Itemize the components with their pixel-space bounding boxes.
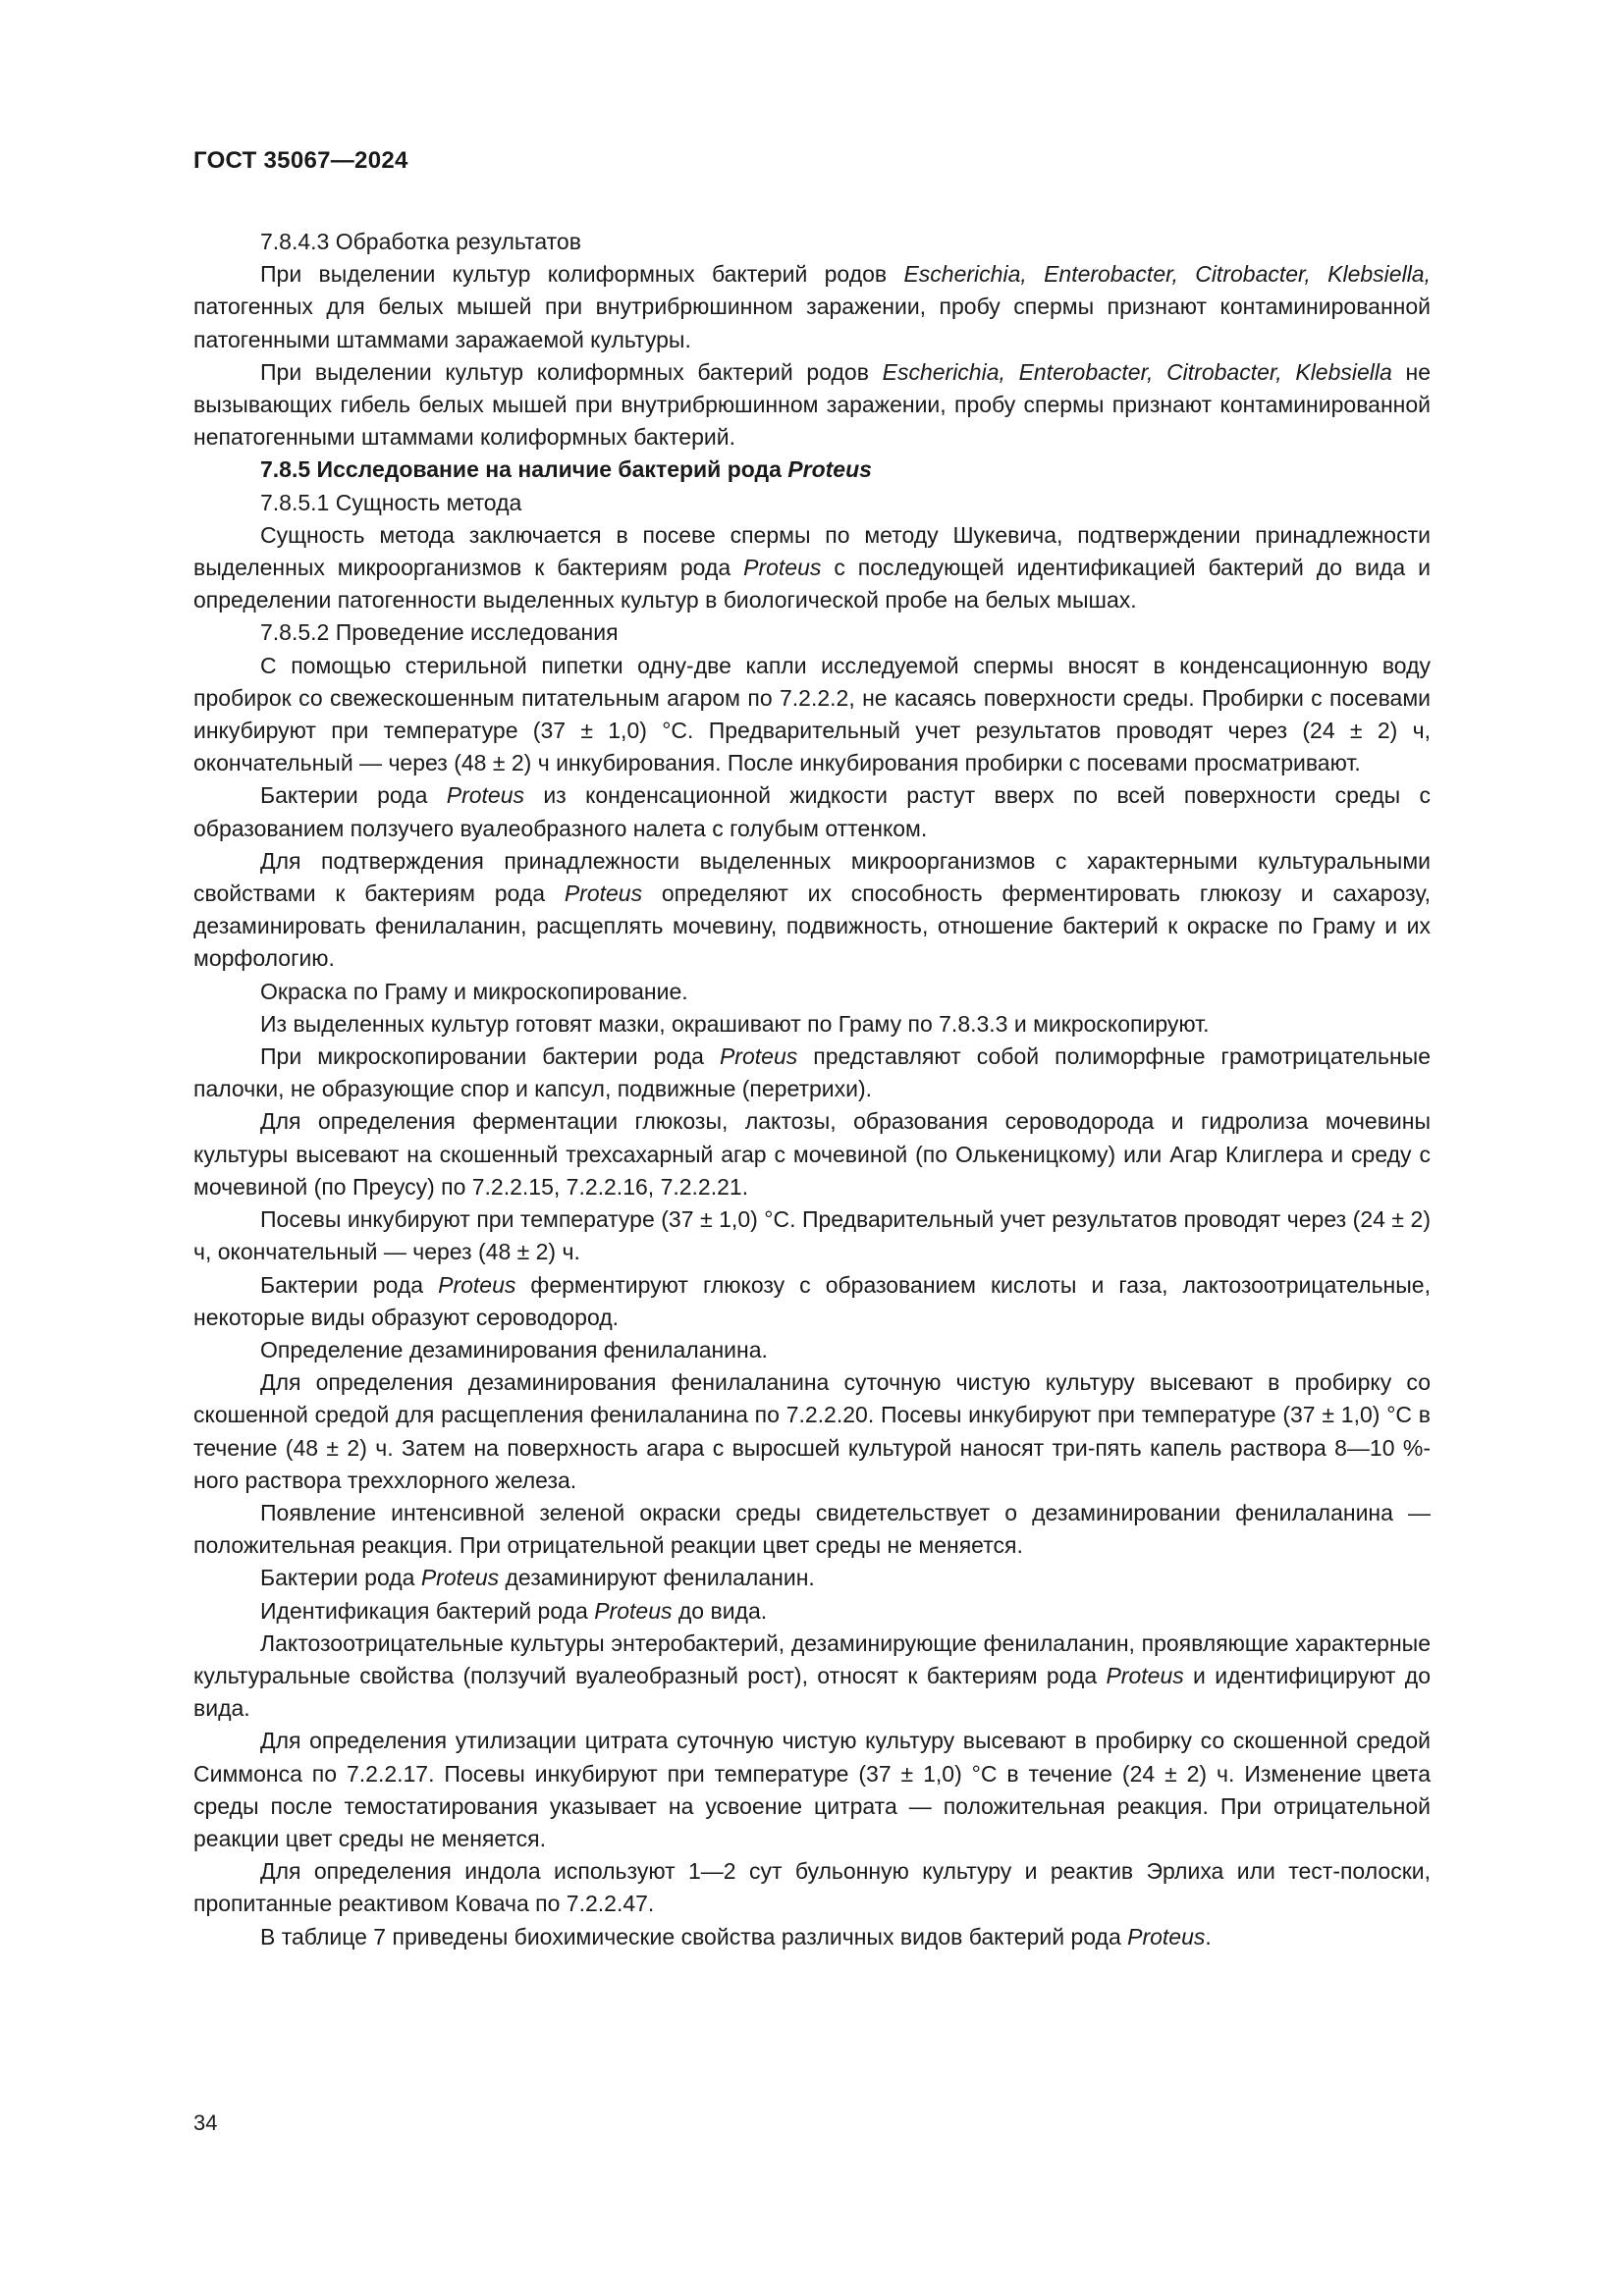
text-run: из конденсационной жидкости растут вверх по всей поверхности среды с образованием ползучего вуалеобразного налета с голубым оттенком. xyxy=(193,782,1431,841)
text-run: Идентификация бактерий рода xyxy=(260,1597,595,1624)
text-run: дезаминируют фенилаланин. xyxy=(499,1565,815,1591)
italic-term: Proteus xyxy=(438,1271,516,1298)
text-run: 7.8.5.2 Проведение исследования xyxy=(260,619,619,646)
text-run: патогенных для белых мышей при внутрибрюшинном заражении, пробу спермы признают контаминированной патогенными штаммами заражаемой культуры. xyxy=(193,294,1431,352)
italic-term: Proteus xyxy=(787,456,872,483)
text-run: 7.8.5.1 Сущность метода xyxy=(260,489,522,515)
text-run: Для определения индола используют 1—2 сут бульонную культуру и реактив Эрлиха или тест-полоски, пропитанные реактивом Ковача по 7.2.2.47. xyxy=(193,1858,1431,1917)
text-run: Для определения ферментации глюкозы, лактозы, образования сероводорода и гидролиза мочевины культуры высевают на скошенный трехсахарный агар с мочевиной (по Олькеницкому) или Агар Клиглера и среду с мочевиной (по Преусу) по 7.2.2.15, 7.2.2.16, 7.2.2.21. xyxy=(193,1108,1431,1200)
text-run: Сущность метода заключается в посеве спермы по методу Шукевича, подтверждении принадлежности выделенных микроорганизмов к бактериям рода xyxy=(193,521,1431,581)
text-run: Для определения дезаминирования фенилаланина суточную чистую культуру высевают в пробирку со скошенной средой для расщепления фенилаланина по 7.2.2.20. Посевы инкубируют при температуре (37 ± 1,0) °С в течение (48 ± 2) ч. Затем на поверхность агара с выросшей культурой наносят три-пять капель раствора 8—10 %-ного раствора треххлорного железа. xyxy=(193,1369,1431,1493)
text-run: Появление интенсивной зеленой окраски среды свидетельствует о дезаминировании фенилаланина — положительная реакция. При отрицательной реакции цвет среды не меняется. xyxy=(193,1499,1431,1559)
italic-term: Proteus xyxy=(1106,1662,1184,1688)
paragraph xyxy=(193,616,1431,649)
paragraph xyxy=(193,1105,1431,1203)
paragraph xyxy=(193,1203,1431,1268)
italic-term: Escherichia, Enterobacter, Citrobacter, Klebsiella, xyxy=(903,261,1431,288)
italic-term: Proteus xyxy=(743,555,822,581)
italic-term: Proteus xyxy=(1127,1923,1206,1949)
text-run: Окраска по Граму и микроскопирование. xyxy=(260,978,688,1004)
paragraph xyxy=(193,1855,1431,1920)
text-run: Бактерии рода xyxy=(260,1271,439,1298)
text-run: При микроскопировании бактерии рода xyxy=(260,1043,720,1070)
text-run: . xyxy=(1205,1923,1212,1949)
italic-term: Proteus xyxy=(719,1043,798,1070)
text-run: Для подтверждения принадлежности выделенных микроорганизмов с характерными культуральными свойствами к бактериям рода xyxy=(193,847,1431,907)
paragraph xyxy=(193,1595,1431,1628)
text-run: с последующей идентификацией бактерий до вида и определении патогенности выделенных культур в биологической пробе на белых мышах. xyxy=(193,555,1431,614)
paragraph xyxy=(193,1562,1431,1594)
paragraph xyxy=(193,1334,1431,1366)
paragraph xyxy=(193,519,1431,617)
document-body xyxy=(193,226,1431,1953)
paragraph xyxy=(193,976,1431,1008)
text-run: Для определения утилизации цитрата суточную чистую культуру высевают в пробирку со скошенной средой Симмонса по 7.2.2.17. Посевы инкубируют при температуре (37 ± 1,0) °С в течение (24 ± 2) ч. Изменение цвета среды после темостатирования указывает на усвоение цитрата — положительная реакция. При отрицательной реакции цвет среды не меняется. xyxy=(193,1728,1431,1851)
text-run: В таблице 7 приведены биохимические свойства различных видов бактерий рода xyxy=(260,1923,1128,1949)
text-run: Бактерии рода xyxy=(260,782,447,809)
text-run: При выделении культур колиформных бактерий родов xyxy=(260,358,883,385)
paragraph xyxy=(193,1921,1431,1953)
paragraph xyxy=(193,1497,1431,1562)
page-number: 34 xyxy=(193,2110,218,2135)
paragraph xyxy=(193,1628,1431,1726)
text-run: не вызывающих гибель белых мышей при внутрибрюшинном заражении, пробу спермы признают контаминированной непатогенными штаммами колиформных бактерий. xyxy=(193,358,1431,451)
text-run: и идентифицируют до вида. xyxy=(193,1662,1432,1722)
paragraph xyxy=(193,779,1431,844)
paragraph xyxy=(193,650,1431,780)
text-run: Определение дезаминирования фенилаланина. xyxy=(260,1336,768,1362)
text-run: 7.8.4.3 Обработка результатов xyxy=(260,229,581,254)
paragraph xyxy=(193,1041,1431,1105)
paragraph xyxy=(193,258,1431,356)
paragraph xyxy=(193,1366,1431,1497)
paragraph xyxy=(193,845,1431,976)
text-run: Бактерии рода xyxy=(260,1565,421,1591)
italic-term: Escherichia, Enterobacter, Citrobacter, Klebsiella xyxy=(882,358,1392,385)
text-run: представляют собой полиморфные грамотрицательные палочки, не образующие спор и капсул, подвижные (перетрихи). xyxy=(193,1043,1431,1102)
text-run: 7.8.5 Исследование на наличие бактерий рода xyxy=(260,456,788,483)
section-heading xyxy=(193,454,1431,486)
paragraph xyxy=(193,1725,1431,1855)
italic-term: Proteus xyxy=(446,782,524,809)
text-run: определяют их способность ферментировать глюкозу и сахарозу, дезаминировать фенилаланин, расщеплять мочевину, подвижность, отношение бактерий к окраске по Граму и их морфологию. xyxy=(193,881,1431,972)
italic-term: Proteus xyxy=(564,881,643,907)
italic-term: Proteus xyxy=(420,1565,500,1591)
paragraph xyxy=(193,1269,1431,1334)
text-run: ферментируют глюкозу с образованием кислоты и газа, лактозоотрицательные, некоторые виды образуют сероводород. xyxy=(193,1271,1431,1330)
italic-term: Proteus xyxy=(594,1597,673,1624)
paragraph xyxy=(193,356,1431,454)
paragraph xyxy=(193,487,1431,519)
paragraph xyxy=(193,226,1431,258)
text-run: Из выделенных культур готовят мазки, окрашивают по Граму по 7.8.3.3 и микроскопируют. xyxy=(260,1010,1210,1037)
text-run: до вида. xyxy=(672,1597,768,1624)
document-header: ГОСТ 35067—2024 xyxy=(193,147,408,174)
paragraph xyxy=(193,1008,1431,1041)
text-run: При выделении культур колиформных бактерий родов xyxy=(260,261,904,288)
text-run: Лактозоотрицательные культуры энтеробактерий, дезаминирующие фенилаланин, проявляющие характерные культуральные свойства (ползучий вуалеобразный рост), относят к бактериям рода xyxy=(193,1629,1431,1688)
text-run: С помощью стерильной пипетки одну-две капли исследуемой спермы вносят в конденсационную воду пробирок со свежескошенным питательным агаром по 7.2.2.2, не касаясь поверхности среды. Пробирки с посевами инкубируют при температуре (37 ± 1,0) °С. Предварительный учет результатов проводят через (24 ± 2) ч, окончательный — через (48 ± 2) ч инкубирования. После инкубирования пробирки с посевами просматривают. xyxy=(193,652,1431,776)
text-run: Посевы инкубируют при температуре (37 ± 1,0) °С. Предварительный учет результатов проводят через (24 ± 2) ч, окончательный — через (48 ± 2) ч. xyxy=(193,1206,1431,1265)
